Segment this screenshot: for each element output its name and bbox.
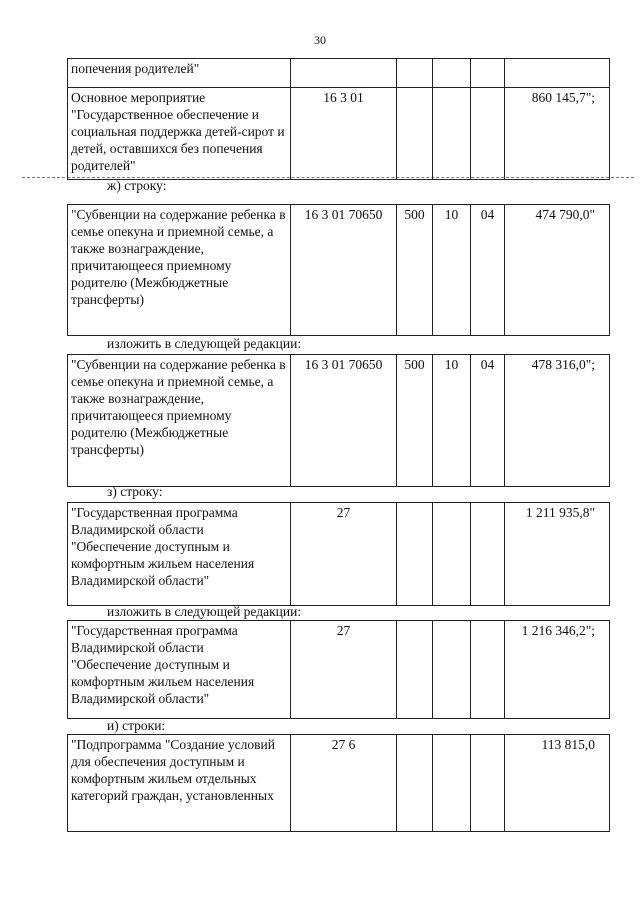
instruction-text: изложить в следующей редакции: bbox=[107, 336, 302, 351]
row-name-cell: Основное мероприятие "Государственное обеспечение и социальная поддержка детей-сирот и детей, оставшихся без попечения родителей" bbox=[68, 88, 291, 180]
table-row bbox=[68, 735, 610, 832]
vr-cell: 500 bbox=[397, 205, 433, 336]
sum-cell: 1 216 346,2"; bbox=[505, 621, 610, 719]
pr-cell bbox=[471, 621, 505, 719]
code-cell: 16 3 01 bbox=[291, 88, 397, 180]
row-name-cell: попечения родителей" bbox=[68, 59, 291, 88]
budget-table-block bbox=[67, 502, 610, 606]
sum-cell bbox=[505, 59, 610, 88]
instruction-text: ж) строку: bbox=[107, 178, 167, 193]
instruction-text: изложить в следующей редакции: bbox=[107, 604, 302, 619]
rz-cell bbox=[433, 503, 471, 606]
sum-cell: 113 815,0 bbox=[505, 735, 610, 832]
pr-cell: 04 bbox=[471, 205, 505, 336]
pr-cell: 04 bbox=[471, 355, 505, 487]
row-name-cell: "Субвенции на содержание ребенка в семье опекуна и приемной семье, а также вознаграждение, причитающееся приемному родителю (Межбюджетные трансферты) bbox=[68, 355, 291, 487]
code-cell: 27 bbox=[291, 621, 397, 719]
rz-cell: 10 bbox=[433, 205, 471, 336]
rz-cell: 10 bbox=[433, 355, 471, 487]
vr-cell: 500 bbox=[397, 355, 433, 487]
rz-cell bbox=[433, 59, 471, 88]
table-row bbox=[68, 355, 610, 487]
row-name-cell: "Субвенции на содержание ребенка в семье опекуна и приемной семье, а также вознаграждение, причитающееся приемному родителю (Межбюджетные трансферты) bbox=[68, 205, 291, 336]
budget-table-block bbox=[67, 620, 610, 719]
vr-cell bbox=[397, 88, 433, 180]
code-cell: 16 3 01 70650 bbox=[291, 355, 397, 487]
code-cell: 27 6 bbox=[291, 735, 397, 832]
pr-cell bbox=[471, 59, 505, 88]
table-row bbox=[68, 88, 610, 180]
rz-cell bbox=[433, 735, 471, 832]
sum-cell: 474 790,0" bbox=[505, 205, 610, 336]
vr-cell bbox=[397, 735, 433, 832]
budget-table-block bbox=[67, 87, 610, 180]
budget-table-block bbox=[67, 354, 610, 487]
instruction-text: и) строки: bbox=[107, 718, 166, 733]
sum-cell: 478 316,0"; bbox=[505, 355, 610, 487]
table-row bbox=[68, 205, 610, 336]
row-name-cell: "Подпрограмма "Создание условий для обеспечения доступным и комфортным жильем отдельных категорий граждан, установленных bbox=[68, 735, 291, 832]
rz-cell bbox=[433, 88, 471, 180]
page-number: 30 bbox=[314, 33, 326, 47]
table-row bbox=[68, 621, 610, 719]
vr-cell bbox=[397, 621, 433, 719]
sum-cell: 1 211 935,8" bbox=[505, 503, 610, 606]
pr-cell bbox=[471, 503, 505, 606]
sum-cell: 860 145,7"; bbox=[505, 88, 610, 180]
row-name-cell: "Государственная программа Владимирской области "Обеспечение доступным и комфортным жильем населения Владимирской области" bbox=[68, 503, 291, 606]
vr-cell bbox=[397, 503, 433, 606]
code-cell bbox=[291, 59, 397, 88]
table-row bbox=[68, 503, 610, 606]
code-cell: 27 bbox=[291, 503, 397, 606]
budget-table-block bbox=[67, 734, 610, 832]
row-name-cell: "Государственная программа Владимирской области "Обеспечение доступным и комфортным жильем населения Владимирской области" bbox=[68, 621, 291, 719]
vr-cell bbox=[397, 59, 433, 88]
code-cell: 16 3 01 70650 bbox=[291, 205, 397, 336]
budget-table-block bbox=[67, 204, 610, 336]
budget-table-block bbox=[67, 58, 610, 88]
pr-cell bbox=[471, 88, 505, 180]
table-row bbox=[68, 59, 610, 88]
rz-cell bbox=[433, 621, 471, 719]
pr-cell bbox=[471, 735, 505, 832]
instruction-text: з) строку: bbox=[107, 484, 163, 499]
